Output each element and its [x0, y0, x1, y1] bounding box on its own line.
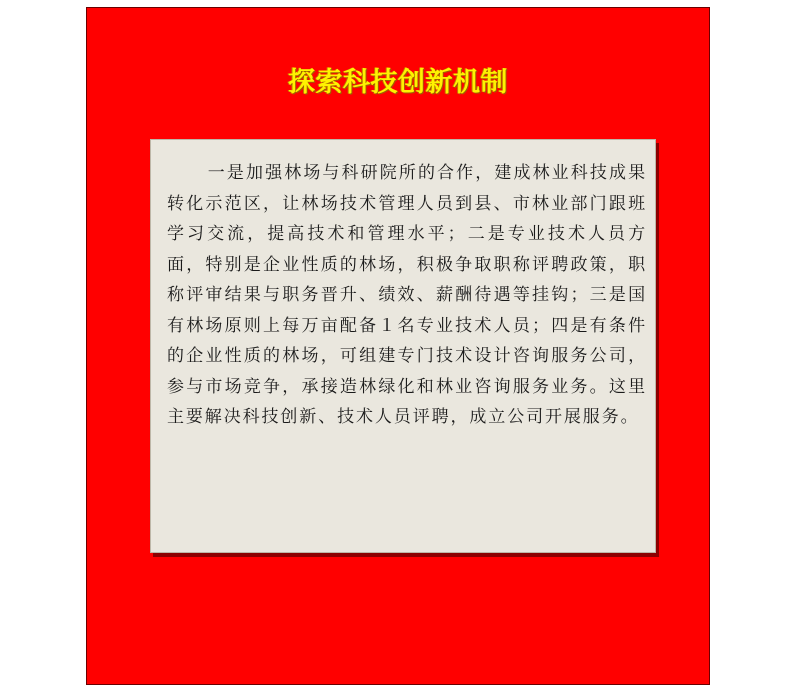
slide — [86, 7, 710, 685]
text-box — [150, 139, 656, 553]
body-paragraph: 一是加强林场与科研院所的合作，建成林业科技成果转化示范区，让林场技术管理人员到县、市林业部门跟班学习交流，提高技术和管理水平；二是专业技术人员方面，特别是企业性质的林场，积极争取职称评聘政策，职称评审结果与职务晋升、绩效、薪酬待遇等挂钩；三是国有林场原则上每万亩配备１名专业技术人员；四是有条件的企业性质的林场，可组建专门技术设计咨询服务公司，参与市场竞争，承接造林绿化和林业咨询服务业务。这里主要解决科技创新、技术人员评聘，成立公司开展服务。 — [167, 163, 647, 427]
slide-title: 探索科技创新机制 — [288, 67, 508, 98]
